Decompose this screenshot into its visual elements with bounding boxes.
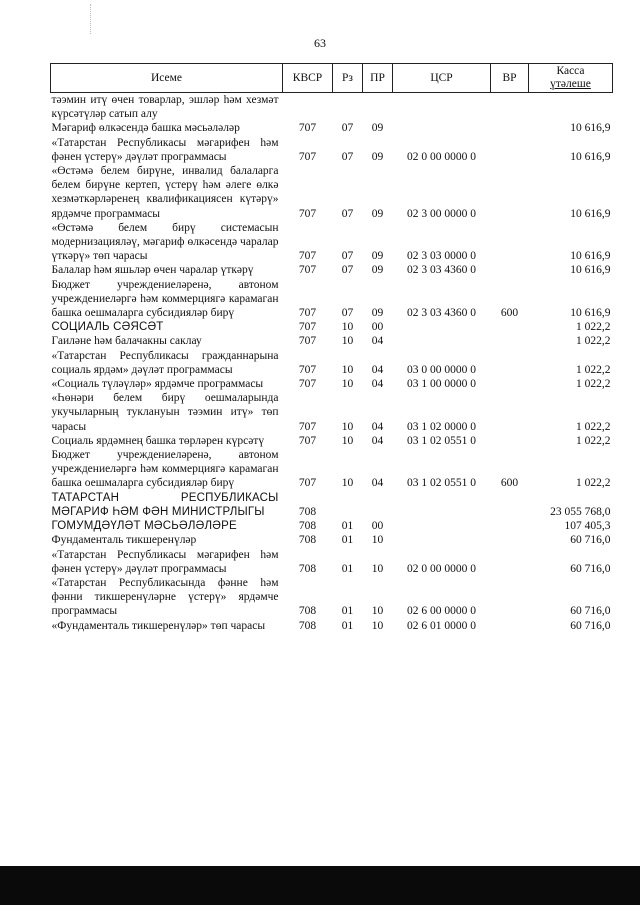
scan-mark	[90, 4, 93, 34]
cell-rz: 07	[341, 264, 354, 277]
cell-kassa: 1 022,2	[576, 363, 611, 376]
cell-name: «Татарстан Республикасы гражданнарына социаль ярдәм» дәүләт программасы	[51, 349, 279, 376]
table-row	[51, 377, 613, 391]
cell-csr	[393, 533, 491, 547]
cell-rz	[333, 93, 363, 122]
cell-kassa: 107 405,3	[564, 520, 611, 533]
cell-kassa: 10 616,9	[570, 264, 611, 277]
cell-kvsr: 708	[298, 534, 317, 547]
table-row	[51, 164, 613, 221]
cell-pr: 04	[371, 477, 384, 490]
cell-pr: 10	[371, 619, 384, 632]
cell-csr: 02 6 01 0000 0	[407, 619, 476, 632]
cell-name: «Өстәмә белем бирүне, инвалид балаларга белем бирүне кертеп, үстерү һәм әлеге өлкә хезмәткәрләренең квалификациясен күтәрү» ярдәмче программасы	[51, 165, 279, 220]
table-row	[51, 448, 613, 491]
cell-rz: 07	[341, 122, 354, 135]
cell-csr: 02 3 03 4360 0	[407, 307, 476, 320]
cell-rz: 10	[341, 335, 354, 348]
header-kassa-line1: Касса	[556, 65, 585, 77]
cell-name: «Татарстан Республикасы мәгарифен һәм фәнен үстерү» дәүләт программасы	[51, 136, 279, 163]
table-row	[51, 263, 613, 277]
cell-pr: 10	[371, 562, 384, 575]
cell-kassa: 60 716,0	[570, 562, 611, 575]
cell-csr: 02 0 00 0000 0	[407, 562, 476, 575]
cell-kvsr: 707	[298, 321, 317, 334]
cell-kvsr: 708	[298, 505, 317, 518]
page-number: 63	[314, 36, 326, 50]
cell-kvsr: 707	[298, 264, 317, 277]
table-row	[51, 391, 613, 434]
cell-pr: 04	[371, 378, 384, 391]
cell-pr: 09	[371, 307, 384, 320]
cell-name: «Фундаменталь тикшеренүләр» төп чарасы	[51, 619, 266, 632]
cell-kvsr: 707	[298, 434, 317, 447]
cell-rz	[333, 491, 363, 519]
cell-kassa	[529, 93, 613, 122]
cell-csr: 03 1 02 0551 0	[407, 434, 476, 447]
cell-rz: 01	[341, 605, 354, 618]
cell-kvsr: 708	[298, 619, 317, 632]
cell-kvsr: 707	[298, 363, 317, 376]
cell-csr: 02 3 03 4360 0	[407, 264, 476, 277]
cell-csr: 03 0 00 0000 0	[407, 363, 476, 376]
cell-csr: 02 3 03 0000 0	[407, 250, 476, 263]
table-row	[51, 93, 613, 122]
cell-vr	[491, 136, 529, 164]
cell-csr: 02 0 00 0000 0	[407, 150, 476, 163]
cell-pr: 04	[371, 434, 384, 447]
cell-rz: 07	[341, 250, 354, 263]
table-row	[51, 320, 613, 334]
cell-pr: 04	[371, 420, 384, 433]
cell-csr: 02 6 00 0000 0	[407, 605, 476, 618]
cell-csr	[393, 519, 491, 533]
cell-pr: 09	[371, 150, 384, 163]
cell-pr: 04	[371, 335, 384, 348]
cell-csr	[393, 93, 491, 122]
table-body	[51, 93, 613, 633]
cell-vr	[491, 491, 529, 519]
cell-pr: 10	[371, 534, 384, 547]
cell-kvsr: 707	[298, 335, 317, 348]
header-csr: ЦСР	[393, 64, 491, 93]
cell-rz: 01	[341, 562, 354, 575]
cell-vr	[491, 93, 529, 122]
cell-csr	[393, 334, 491, 348]
cell-kvsr: 708	[298, 605, 317, 618]
cell-rz: 10	[341, 477, 354, 490]
table-row	[51, 121, 613, 135]
cell-name: «Социаль түләүләр» ярдәмче программасы	[51, 378, 264, 391]
table-row	[51, 619, 613, 633]
cell-csr	[393, 121, 491, 135]
cell-rz: 07	[341, 207, 354, 220]
cell-vr	[491, 391, 529, 434]
table-row	[51, 576, 613, 619]
cell-vr	[491, 334, 529, 348]
header-kassa-line2: үтәлеше	[550, 78, 591, 90]
cell-kassa: 60 716,0	[570, 619, 611, 632]
cell-rz: 07	[341, 307, 354, 320]
cell-rz: 07	[341, 150, 354, 163]
cell-kvsr: 707	[298, 207, 317, 220]
cell-csr	[393, 491, 491, 519]
header-kvsr: КВСР	[283, 64, 333, 93]
table-row	[51, 434, 613, 448]
cell-vr	[491, 320, 529, 334]
cell-pr: 09	[371, 207, 384, 220]
cell-vr	[491, 349, 529, 377]
table-header-row	[51, 64, 613, 93]
table-row	[51, 548, 613, 576]
cell-pr	[363, 491, 393, 519]
cell-kvsr: 707	[298, 477, 317, 490]
cell-name: «Татарстан Республикасы мәгарифен һәм фәнен үстерү» дәүләт программасы	[51, 548, 279, 575]
cell-name: тәэмин итү өчен товарлар, эшләр һәм хезмәт күрсәтүләр сатып алу	[51, 94, 279, 121]
cell-vr	[491, 434, 529, 448]
table-row	[51, 349, 613, 377]
cell-kassa: 10 616,9	[570, 150, 611, 163]
cell-vr	[491, 164, 529, 221]
table-row	[51, 334, 613, 348]
cell-vr	[491, 377, 529, 391]
table-row	[51, 519, 613, 533]
cell-name: «Һөнәри белем бирү оешмаларында укучыларның туклануын тәэмин итү» төп чарасы	[51, 392, 279, 433]
cell-kassa: 60 716,0	[570, 605, 611, 618]
cell-pr	[363, 93, 393, 122]
cell-vr	[491, 576, 529, 619]
cell-kassa: 1 022,2	[576, 378, 611, 391]
cell-kvsr: 707	[298, 150, 317, 163]
cell-kvsr: 708	[298, 520, 317, 533]
cell-vr	[491, 519, 529, 533]
cell-csr: 02 3 00 0000 0	[407, 207, 476, 220]
cell-kvsr: 707	[298, 307, 317, 320]
cell-kassa: 10 616,9	[570, 307, 611, 320]
cell-pr: 10	[371, 605, 384, 618]
cell-kvsr: 707	[298, 378, 317, 391]
cell-pr: 00	[371, 520, 384, 533]
cell-kassa: 10 616,9	[570, 122, 611, 135]
cell-kvsr: 707	[298, 250, 317, 263]
cell-name: СОЦИАЛЬ СӘЯСӘТ	[51, 321, 164, 334]
cell-vr	[491, 548, 529, 576]
cell-vr: 600	[500, 477, 519, 490]
cell-csr: 03 1 02 0551 0	[407, 477, 476, 490]
cell-vr	[491, 121, 529, 135]
table-row	[51, 491, 613, 519]
table-row	[51, 221, 613, 264]
scan-edge-bar	[0, 866, 640, 905]
cell-vr: 600	[500, 307, 519, 320]
cell-kassa: 1 022,2	[576, 477, 611, 490]
cell-kassa: 1 022,2	[576, 420, 611, 433]
cell-name: «Татарстан Республикасында фәнне һәм фәнни тикшеренүләрне үстерү» ярдәмче программасы	[51, 576, 279, 618]
header-rz: Рз	[333, 64, 363, 93]
cell-kassa: 1 022,2	[576, 321, 611, 334]
cell-name: Мәгариф өлкәсендә башка мәсьәләләр	[51, 122, 240, 135]
cell-kassa: 1 022,2	[576, 335, 611, 348]
cell-rz: 10	[341, 434, 354, 447]
cell-kassa: 23 055 768,0	[550, 505, 611, 518]
header-name: Исеме	[51, 64, 283, 93]
cell-name: Гаиләне һәм балачакны саклау	[51, 335, 202, 348]
table-row	[51, 136, 613, 164]
cell-csr	[393, 320, 491, 334]
table-row	[51, 278, 613, 321]
cell-name: Социаль ярдәмнең башка төрләрен күрсәтү	[51, 434, 265, 447]
cell-rz: 10	[341, 378, 354, 391]
cell-name: Бюджет учреждениеләренә, автоном учреждениеләргә һәм коммерциягә карамаган башка оешмаларга субсидияләр бирү	[51, 278, 279, 320]
cell-vr	[491, 221, 529, 264]
cell-rz: 01	[341, 534, 354, 547]
header-vr: ВР	[491, 64, 529, 93]
header-pr: ПР	[363, 64, 393, 93]
cell-kassa: 10 616,9	[570, 250, 611, 263]
cell-name: ГОМУМДӘҮЛӘТ МӘСЬӘЛӘЛӘРЕ	[51, 520, 237, 533]
cell-csr: 03 1 00 0000 0	[407, 378, 476, 391]
cell-kvsr: 707	[298, 420, 317, 433]
cell-vr	[491, 533, 529, 547]
table-row	[51, 533, 613, 547]
cell-pr: 00	[371, 321, 384, 334]
header-kassa	[529, 64, 613, 93]
budget-table	[50, 63, 613, 633]
cell-csr: 03 1 02 0000 0	[407, 420, 476, 433]
cell-name: Балалар һәм яшьләр өчен чаралар үткәрү	[51, 264, 254, 277]
cell-rz: 10	[341, 321, 354, 334]
cell-pr: 04	[371, 363, 384, 376]
cell-name: Фундаменталь тикшеренүләр	[51, 534, 197, 547]
cell-vr	[491, 263, 529, 277]
cell-rz: 01	[341, 619, 354, 632]
cell-rz: 01	[341, 520, 354, 533]
cell-pr: 09	[371, 122, 384, 135]
cell-pr: 09	[371, 264, 384, 277]
cell-name: «Өстәмә белем бирү системасын модернизацияләү, мәгариф өлкәсендә чаралар үткәрү» төп чарасы	[51, 221, 279, 263]
cell-kassa: 10 616,9	[570, 207, 611, 220]
cell-kassa: 60 716,0	[570, 534, 611, 547]
cell-name: ТАТАРСТАН РЕСПУБЛИКАСЫ МӘГАРИФ ҺӘМ ФӘН МИНИСТРЛЫГЫ	[51, 491, 279, 518]
cell-rz: 10	[341, 363, 354, 376]
cell-pr: 09	[371, 250, 384, 263]
cell-name: Бюджет учреждениеләренә, автоном учреждениеләргә һәм коммерциягә карамаган башка оешмаларга субсидияләр бирү	[51, 449, 279, 490]
cell-kvsr: 707	[298, 122, 317, 135]
cell-rz: 10	[341, 420, 354, 433]
cell-kvsr	[283, 93, 333, 122]
cell-kvsr: 708	[298, 562, 317, 575]
cell-kassa: 1 022,2	[576, 434, 611, 447]
cell-vr	[491, 619, 529, 633]
